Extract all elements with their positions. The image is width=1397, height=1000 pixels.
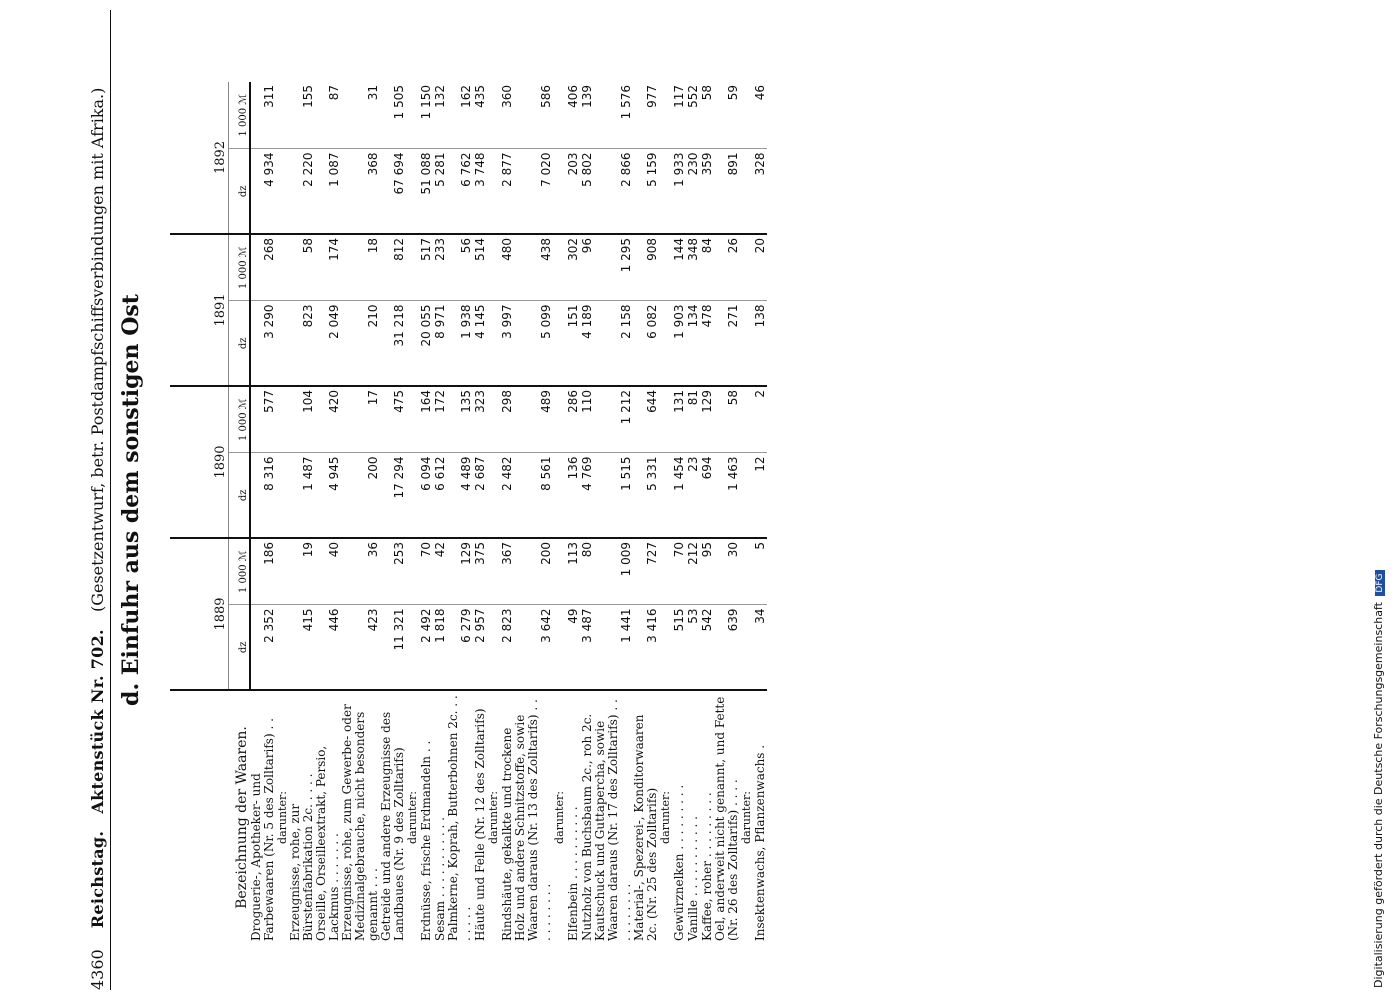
empty-cell	[553, 301, 566, 386]
quantity-cell: 2 352	[262, 608, 276, 643]
empty-cell	[740, 386, 753, 453]
empty-cell	[659, 386, 672, 453]
quantity-cell: 3 487	[580, 608, 594, 643]
empty-cell	[406, 82, 419, 149]
quantity-cell: 2 158	[594, 301, 633, 386]
quantity-cell: 5 159	[633, 149, 659, 234]
value-cell: 129	[700, 386, 714, 453]
quantity-cell: 20 055	[419, 301, 433, 386]
empty-cell	[659, 605, 672, 690]
value-cell: 253	[380, 538, 406, 605]
value-cell: 56	[447, 234, 473, 301]
value-cell: 475	[380, 386, 406, 453]
empty-cell	[406, 234, 419, 301]
empty-cell	[553, 605, 566, 690]
table-row	[447, 82, 473, 944]
sub-item-label: Rindshäute, gekalkte und trockene	[500, 690, 514, 944]
quantity-cell: 23	[686, 453, 700, 538]
quantity-cell: 1 938	[447, 301, 473, 386]
quantity-cell: 328	[753, 149, 767, 234]
header-label-reichstag: Reichstag.	[88, 830, 107, 929]
empty-cell	[276, 149, 289, 234]
section-title: d. Einfuhr aus dem sonstigen Ost	[118, 294, 144, 706]
empty-cell	[740, 453, 753, 538]
value-cell: 46	[753, 82, 767, 149]
value-cell: 144	[672, 234, 686, 301]
quantity-cell: 151	[566, 301, 580, 386]
darunter-label: darunter:	[276, 690, 289, 944]
quantity-cell: 138	[753, 301, 767, 386]
empty-cell	[276, 301, 289, 386]
darunter-row	[553, 82, 566, 944]
quantity-cell: 823	[289, 301, 315, 386]
quantity-cell: 2 877	[500, 149, 514, 234]
value-cell: 18	[341, 234, 380, 301]
quantity-cell: 4 189	[580, 301, 594, 386]
empty-cell	[406, 453, 419, 538]
table-row	[500, 82, 514, 944]
value-cell: 514	[473, 234, 487, 301]
value-cell: 95	[700, 538, 714, 605]
empty-cell	[553, 82, 566, 149]
value-cell: 420	[315, 386, 341, 453]
value-cell: 367	[500, 538, 514, 605]
empty-cell	[487, 82, 500, 149]
page-number: 4360	[88, 949, 107, 990]
table-row	[686, 82, 700, 944]
header-label-aktenstueck: Aktenstück Nr. 702.	[88, 629, 107, 814]
value-cell: 80	[580, 538, 594, 605]
item-label: Holz und andere Schnitzstoffe, sowie Waaren daraus (Nr. 13 des Zolltarifs) . . . . . . . . . .	[514, 690, 553, 944]
sub-item-label: Nutzholz von Buchsbaum 2c., roh 2c.	[580, 690, 594, 944]
empty-cell	[659, 82, 672, 149]
empty-cell	[659, 538, 672, 605]
year-header: 1889	[213, 597, 228, 631]
unit-val-header: 1 000 ℳ	[229, 82, 251, 149]
darunter-label: darunter:	[487, 690, 500, 944]
empty-cell	[276, 234, 289, 301]
sub-item-label: Elfenbein . . . . . . . . . .	[566, 690, 580, 944]
table-row	[633, 82, 659, 944]
darunter-row	[406, 82, 419, 944]
value-cell: 644	[633, 386, 659, 453]
value-cell: 36	[341, 538, 380, 605]
value-cell: 375	[473, 538, 487, 605]
sub-item-label: Gewürznelken . . . . . . . . .	[672, 690, 686, 944]
table-row	[580, 82, 594, 944]
quantity-cell: 5 331	[633, 453, 659, 538]
unit-val-header: 1 000 ℳ	[229, 234, 251, 301]
darunter-label: darunter:	[659, 690, 672, 944]
quantity-cell: 4 145	[473, 301, 487, 386]
value-cell: 174	[315, 234, 341, 301]
empty-cell	[406, 605, 419, 690]
quantity-cell: 3 748	[473, 149, 487, 234]
value-cell: 20	[753, 234, 767, 301]
table-row	[433, 82, 447, 944]
quantity-cell: 3 642	[539, 608, 553, 643]
value-cell: 135	[447, 386, 473, 453]
unit-qty-header: dz	[229, 605, 251, 690]
value-cell: 298	[500, 386, 514, 453]
value-cell: 58	[289, 234, 315, 301]
quantity-cell: 34	[753, 608, 767, 624]
empty-cell	[553, 149, 566, 234]
value-cell: 233	[433, 234, 447, 301]
value-cell: 164	[419, 386, 433, 453]
value-cell: 110	[580, 386, 594, 453]
empty-cell	[740, 301, 753, 386]
value-cell: 70	[672, 538, 686, 605]
empty-cell	[487, 453, 500, 538]
quantity-cell: 3 997	[500, 301, 514, 386]
quantity-cell: 4 945	[315, 453, 341, 538]
value-cell: 30	[714, 538, 740, 605]
empty-cell	[659, 234, 672, 301]
empty-cell	[487, 605, 500, 690]
value-cell: 2	[753, 386, 767, 453]
running-header	[88, 88, 107, 990]
quantity-cell: 542	[700, 608, 714, 632]
table-row	[566, 82, 580, 944]
value-cell: 19	[289, 538, 315, 605]
value-cell: 58	[700, 82, 714, 149]
quantity-cell: 51 088	[419, 149, 433, 234]
value-cell: 162	[447, 82, 473, 149]
sub-item-label: Sesam . . . . . . . . . . .	[433, 690, 447, 944]
empty-cell	[406, 538, 419, 605]
quantity-cell: 2 866	[594, 149, 633, 234]
quantity-cell: 3 290	[250, 301, 276, 386]
quantity-cell: 359	[700, 149, 714, 234]
empty-cell	[406, 301, 419, 386]
value-cell: 348	[686, 234, 700, 301]
quantity-cell: 1 487	[289, 453, 315, 538]
quantity-cell: 8 971	[433, 301, 447, 386]
table-row	[594, 82, 633, 944]
value-cell: 435	[473, 82, 487, 149]
sub-item-label: Palmkerne, Koprah, Butterbohnen 2c. . . . . . . .	[447, 690, 473, 944]
empty-cell	[276, 538, 289, 605]
empty-cell	[487, 301, 500, 386]
quantity-cell: 136	[566, 453, 580, 538]
sub-item-label: Kaffee, roher . . . . . . . . .	[700, 690, 714, 944]
value-cell: 40	[315, 538, 341, 605]
quantity-cell: 200	[341, 453, 380, 538]
value-cell: 172	[433, 386, 447, 453]
year-header: 1891	[170, 234, 229, 386]
value-cell: 727	[633, 538, 659, 605]
value-cell: 438	[514, 234, 553, 301]
table-row	[514, 82, 553, 944]
empty-cell	[487, 234, 500, 301]
value-cell: 1 150	[419, 82, 433, 149]
table-row	[289, 82, 315, 944]
quantity-cell: 2 823	[500, 608, 514, 643]
quantity-cell: 6 082	[633, 301, 659, 386]
empty-cell	[553, 234, 566, 301]
value-cell: 489	[514, 386, 553, 453]
value-cell: 302	[566, 234, 580, 301]
table-row	[380, 82, 406, 944]
value-cell: 586	[514, 82, 553, 149]
quantity-cell: 415	[301, 608, 315, 632]
quantity-cell: 1 454	[672, 453, 686, 538]
import-table	[170, 82, 767, 944]
value-cell: 5	[753, 538, 767, 605]
value-cell: 1 576	[594, 82, 633, 149]
table-row	[753, 82, 767, 944]
quantity-cell: 5 099	[514, 301, 553, 386]
quantity-cell: 6 762	[447, 149, 473, 234]
table-row	[419, 82, 433, 944]
value-cell: 42	[433, 538, 447, 605]
quantity-cell: 203	[566, 149, 580, 234]
quantity-cell: 4 769	[580, 453, 594, 538]
item-label: Material-, Spezerei-, Konditorwaaren 2c. (Nr. 25 des Zolltarifs)	[633, 690, 659, 944]
value-cell: 113	[566, 538, 580, 605]
value-cell: 812	[380, 234, 406, 301]
empty-cell	[740, 605, 753, 690]
item-label: Getreide und andere Erzeugnisse des Landbaues (Nr. 9 des Zolltarifs)	[380, 690, 406, 944]
quantity-cell: 1 087	[315, 149, 341, 234]
value-cell: 96	[580, 234, 594, 301]
darunter-label: darunter:	[553, 690, 566, 944]
value-cell: 155	[289, 82, 315, 149]
quantity-cell: 2 482	[500, 453, 514, 538]
value-cell: 84	[700, 234, 714, 301]
value-cell: 552	[686, 82, 700, 149]
darunter-label: darunter:	[740, 690, 753, 944]
item-label: Häute und Felle (Nr. 12 des Zolltarifs)	[473, 690, 487, 944]
value-cell: 131	[672, 386, 686, 453]
value-cell: 132	[433, 82, 447, 149]
value-cell: 977	[633, 82, 659, 149]
quantity-cell: 891	[714, 149, 740, 234]
sub-item-label: Erdnüsse, frische Erdmandeln . .	[419, 690, 433, 944]
description-header: Bezeichnung der Waaren.	[170, 690, 250, 944]
sub-item-label: Erzeugnisse, rohe, zum Gewerbe- oder Medizinalgebrauche, nicht besonders genannt . . .	[341, 690, 380, 944]
table-row	[250, 82, 276, 944]
table-row	[700, 82, 714, 944]
quantity-cell: 6 094	[419, 453, 433, 538]
quantity-cell: 2 687	[473, 453, 487, 538]
value-cell: 117	[672, 82, 686, 149]
table-row	[714, 82, 740, 944]
item-label: Oel, anderweit nicht genannt, und Fette (Nr. 26 des Zolltarifs) . . . .	[714, 690, 740, 944]
value-cell: 480	[500, 234, 514, 301]
value-cell: 286	[566, 386, 580, 453]
value-cell: 200	[514, 538, 553, 605]
empty-cell	[276, 82, 289, 149]
empty-cell	[276, 605, 289, 690]
sub-item-label: Vanille . . . . . . . . . . .	[686, 690, 700, 944]
quantity-cell: 12	[753, 453, 767, 538]
empty-cell	[553, 386, 566, 453]
value-cell: 360	[500, 82, 514, 149]
value-cell: 311	[250, 82, 276, 149]
quantity-cell: 5 281	[433, 149, 447, 234]
value-cell: 139	[580, 82, 594, 149]
empty-cell	[740, 538, 753, 605]
quantity-cell: 49	[566, 608, 580, 624]
quantity-cell: 230	[686, 149, 700, 234]
value-cell: 81	[686, 386, 700, 453]
quantity-cell: 423	[366, 608, 380, 632]
quantity-cell: 1 515	[594, 453, 633, 538]
year-header: 1892	[170, 82, 229, 234]
value-cell: 58	[714, 386, 740, 453]
unit-val-header: 1 000 ℳ	[229, 538, 251, 605]
value-cell: 129	[447, 538, 473, 605]
value-cell: 31	[341, 82, 380, 149]
quantity-cell: 1 903	[672, 301, 686, 386]
quantity-cell: 2 220	[289, 149, 315, 234]
value-cell: 406	[566, 82, 580, 149]
quantity-cell: 478	[700, 301, 714, 386]
table-row	[315, 82, 341, 944]
value-cell: 1 505	[380, 82, 406, 149]
empty-cell	[276, 386, 289, 453]
quantity-cell: 210	[341, 301, 380, 386]
value-cell: 212	[686, 538, 700, 605]
darunter-row	[659, 82, 672, 944]
empty-cell	[406, 386, 419, 453]
table-row	[473, 82, 487, 944]
item-label: Droguerie-, Apotheker- und Farbewaaren (Nr. 5 des Zolltarifs) . .	[250, 690, 276, 944]
header-subtitle: (Gesetzentwurf, betr. Postdampfschiffsverbindungen mit Afrika.)	[88, 87, 107, 613]
digitization-footer	[1372, 570, 1385, 988]
empty-cell	[659, 453, 672, 538]
empty-cell	[487, 538, 500, 605]
empty-cell	[406, 149, 419, 234]
quantity-cell: 8 316	[250, 453, 276, 538]
value-cell: 26	[714, 234, 740, 301]
empty-cell	[740, 149, 753, 234]
empty-cell	[276, 453, 289, 538]
quantity-cell: 53	[686, 608, 700, 624]
dfg-badge: DFG	[1375, 570, 1385, 595]
quantity-cell: 7 020	[514, 149, 553, 234]
darunter-row	[487, 82, 500, 944]
unit-qty-header: dz	[229, 149, 251, 234]
value-cell: 323	[473, 386, 487, 453]
sub-item-label: Insektenwachs, Pflanzenwachs .	[753, 690, 767, 944]
value-cell: 87	[315, 82, 341, 149]
quantity-cell: 3 416	[645, 608, 659, 643]
quantity-cell: 1 441	[619, 608, 633, 643]
quantity-cell: 515	[672, 608, 686, 632]
quantity-cell: 6 612	[433, 453, 447, 538]
sub-item-label: Orseille, Orseilleextrakt, Persio, Lackmus . . . . . . .	[315, 690, 341, 944]
table-row	[341, 82, 380, 944]
quantity-cell: 2 957	[473, 608, 487, 643]
quantity-cell: 639	[726, 608, 740, 632]
empty-cell	[487, 386, 500, 453]
value-cell: 517	[419, 234, 433, 301]
value-cell: 186	[250, 538, 276, 605]
quantity-cell: 11 321	[392, 608, 406, 651]
quantity-cell: 446	[327, 608, 341, 632]
empty-cell	[487, 149, 500, 234]
quantity-cell: 4 934	[250, 149, 276, 234]
quantity-cell: 6 279	[459, 608, 473, 643]
unit-qty-header: dz	[229, 453, 251, 538]
quantity-cell: 31 218	[380, 301, 406, 386]
value-cell: 268	[250, 234, 276, 301]
value-cell: 908	[633, 234, 659, 301]
unit-val-header: 1 000 ℳ	[229, 386, 251, 453]
year-header: 1890	[170, 386, 229, 538]
empty-cell	[659, 301, 672, 386]
value-cell: 104	[289, 386, 315, 453]
value-cell: 1 295	[594, 234, 633, 301]
quantity-cell: 5 802	[580, 149, 594, 234]
quantity-cell: 2 049	[315, 301, 341, 386]
quantity-cell: 271	[714, 301, 740, 386]
value-cell: 70	[419, 538, 433, 605]
empty-cell	[553, 453, 566, 538]
quantity-cell: 17 294	[380, 453, 406, 538]
empty-cell	[740, 82, 753, 149]
empty-cell	[740, 234, 753, 301]
table-body	[250, 82, 767, 944]
header-rule	[110, 10, 111, 990]
value-cell: 577	[250, 386, 276, 453]
darunter-row	[740, 82, 753, 944]
item-label: Kautschuck und Guttapercha, sowie Waaren daraus (Nr. 17 des Zolltarifs) . . . . . . . . . .	[594, 690, 633, 944]
unit-qty-header: dz	[229, 301, 251, 386]
quantity-cell: 1 933	[672, 149, 686, 234]
quantity-cell: 8 561	[514, 453, 553, 538]
value-cell: 1 212	[594, 386, 633, 453]
empty-cell	[553, 538, 566, 605]
quantity-cell: 67 694	[380, 149, 406, 234]
quantity-cell: 368	[341, 149, 380, 234]
value-cell: 1 009	[594, 538, 633, 605]
quantity-cell: 4 489	[447, 453, 473, 538]
darunter-label: darunter:	[406, 690, 419, 944]
sub-item-label: Erzeugnisse, rohe, zur Bürstenfabrikation 2c. . . . .	[289, 690, 315, 944]
footer-text: Digitalisierung gefördert durch die Deutsche Forschungsgemeinschaft	[1372, 602, 1385, 988]
quantity-cell: 694	[700, 453, 714, 538]
empty-cell	[659, 149, 672, 234]
value-cell: 17	[341, 386, 380, 453]
quantity-cell: 1 818	[433, 608, 447, 643]
quantity-cell: 2 492	[419, 608, 433, 643]
value-cell: 59	[714, 82, 740, 149]
quantity-cell: 1 463	[714, 453, 740, 538]
quantity-cell: 134	[686, 301, 700, 386]
table-row	[672, 82, 686, 944]
